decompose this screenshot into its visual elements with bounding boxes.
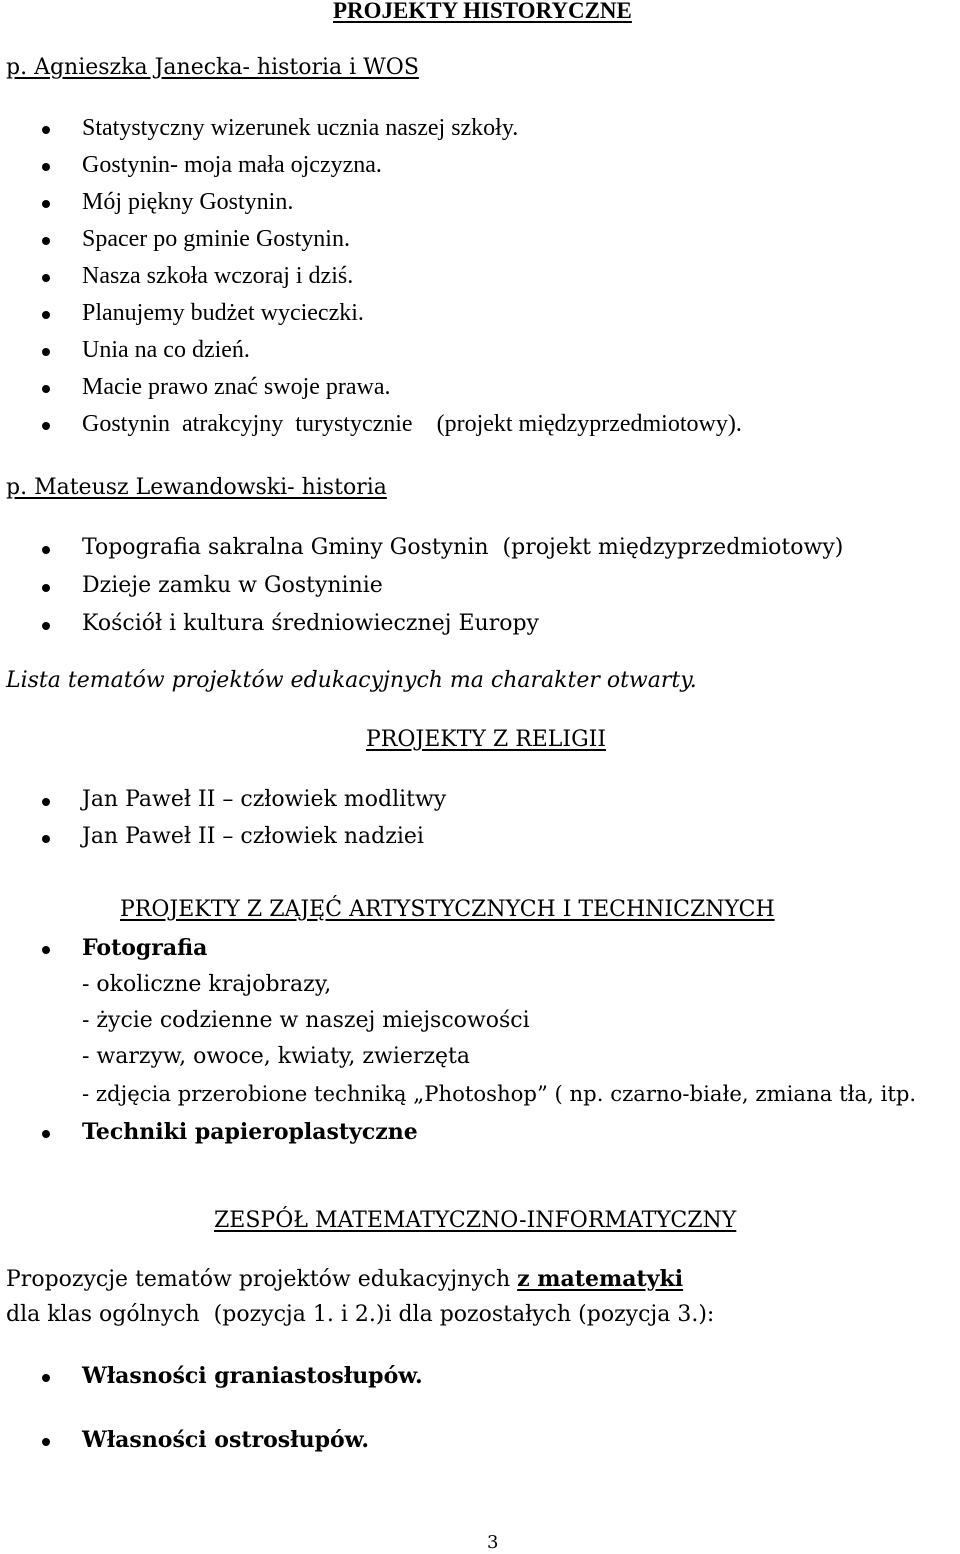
list-item: Mój piękny Gostynin. [82,189,294,215]
fotografia-label: Fotografia [82,935,208,961]
bullet-icon [42,835,50,843]
list-item: Macie prawo znać swoje prawa. [82,374,391,400]
math-intro-link: z matematyki [517,1266,684,1292]
section-heading-artystyczne: PROJEKTY Z ZAJĘĆ ARTYSTYCZNYCH I TECHNICZNYCH [120,897,775,922]
list-item: Gostynin- moja mała ojczyzna. [82,152,382,178]
list-item: Własności graniastosłupów. [82,1363,423,1389]
bullet-icon [42,622,50,630]
bullet-icon [42,348,50,356]
bullet-icon [42,1438,50,1446]
bullet-icon [42,946,50,954]
list-item: Własności ostrosłupów. [82,1427,370,1453]
bullet-icon [42,1130,50,1138]
bullet-icon [42,1374,50,1382]
list-item: Statystyczny wizerunek ucznia naszej szkoły. [82,115,519,141]
bullet-icon [42,546,50,554]
teacher-janecka: p. Agnieszka Janecka- historia i WOS [6,55,419,80]
techniki-label: Techniki papieroplastyczne [82,1119,418,1145]
list-item: Planujemy budżet wycieczki. [82,300,364,326]
math-intro-prefix: Propozycje tematów projektów edukacyjnych [6,1267,518,1292]
list-item: Jan Paweł II – człowiek modlitwy [82,787,447,812]
bullet-icon [42,311,50,319]
list-item: Topografia sakralna Gminy Gostynin (projekt międzyprzedmiotowy) [82,535,844,560]
bullet-icon [42,798,50,806]
list-item: Kościół i kultura średniowiecznej Europy [82,611,539,636]
math-intro-line1 [6,1266,683,1292]
bullet-icon [42,163,50,171]
teacher-lewandowski: p. Mateusz Lewandowski- historia [6,475,387,500]
list-item: Nasza szkoła wczoraj i dziś. [82,263,354,289]
sub-item: - warzyw, owoce, kwiaty, zwierzęta [82,1044,470,1069]
sub-item: - życie codzienne w naszej miejscowości [82,1008,530,1033]
section-heading-matematyczny: ZESPÓŁ MATEMATYCZNO-INFORMATYCZNY [214,1208,737,1233]
list-item: Dzieje zamku w Gostyninie [82,573,383,598]
bullet-icon [42,422,50,430]
bullet-icon [42,237,50,245]
list-item: Jan Paweł II – człowiek nadziei [82,824,424,849]
list-item: Gostynin atrakcyjny turystycznie (projekt międzyprzedmiotowy). [82,411,742,437]
bullet-icon [42,584,50,592]
bullet-icon [42,274,50,282]
page-number: 3 [487,1532,499,1553]
bullet-icon [42,126,50,134]
sub-item: - zdjęcia przerobione techniką „Photoshop” ( np. czarno-białe, zmiana tła, itp. [82,1081,917,1106]
bullet-icon [42,385,50,393]
list-item: Spacer po gminie Gostynin. [82,226,350,252]
sub-item: - okoliczne krajobrazy, [82,972,332,997]
list-item: Unia na co dzień. [82,337,250,363]
section-heading-historyczne: PROJEKTY HISTORYCZNE [333,0,632,23]
bullet-icon [42,200,50,208]
math-intro-line2: dla klas ogólnych (pozycja 1. i 2.)i dla pozostałych (pozycja 3.): [6,1302,715,1327]
note-text: Lista tematów projektów edukacyjnych ma charakter otwarty. [6,668,697,693]
section-heading-religia: PROJEKTY Z RELIGII [366,727,607,752]
